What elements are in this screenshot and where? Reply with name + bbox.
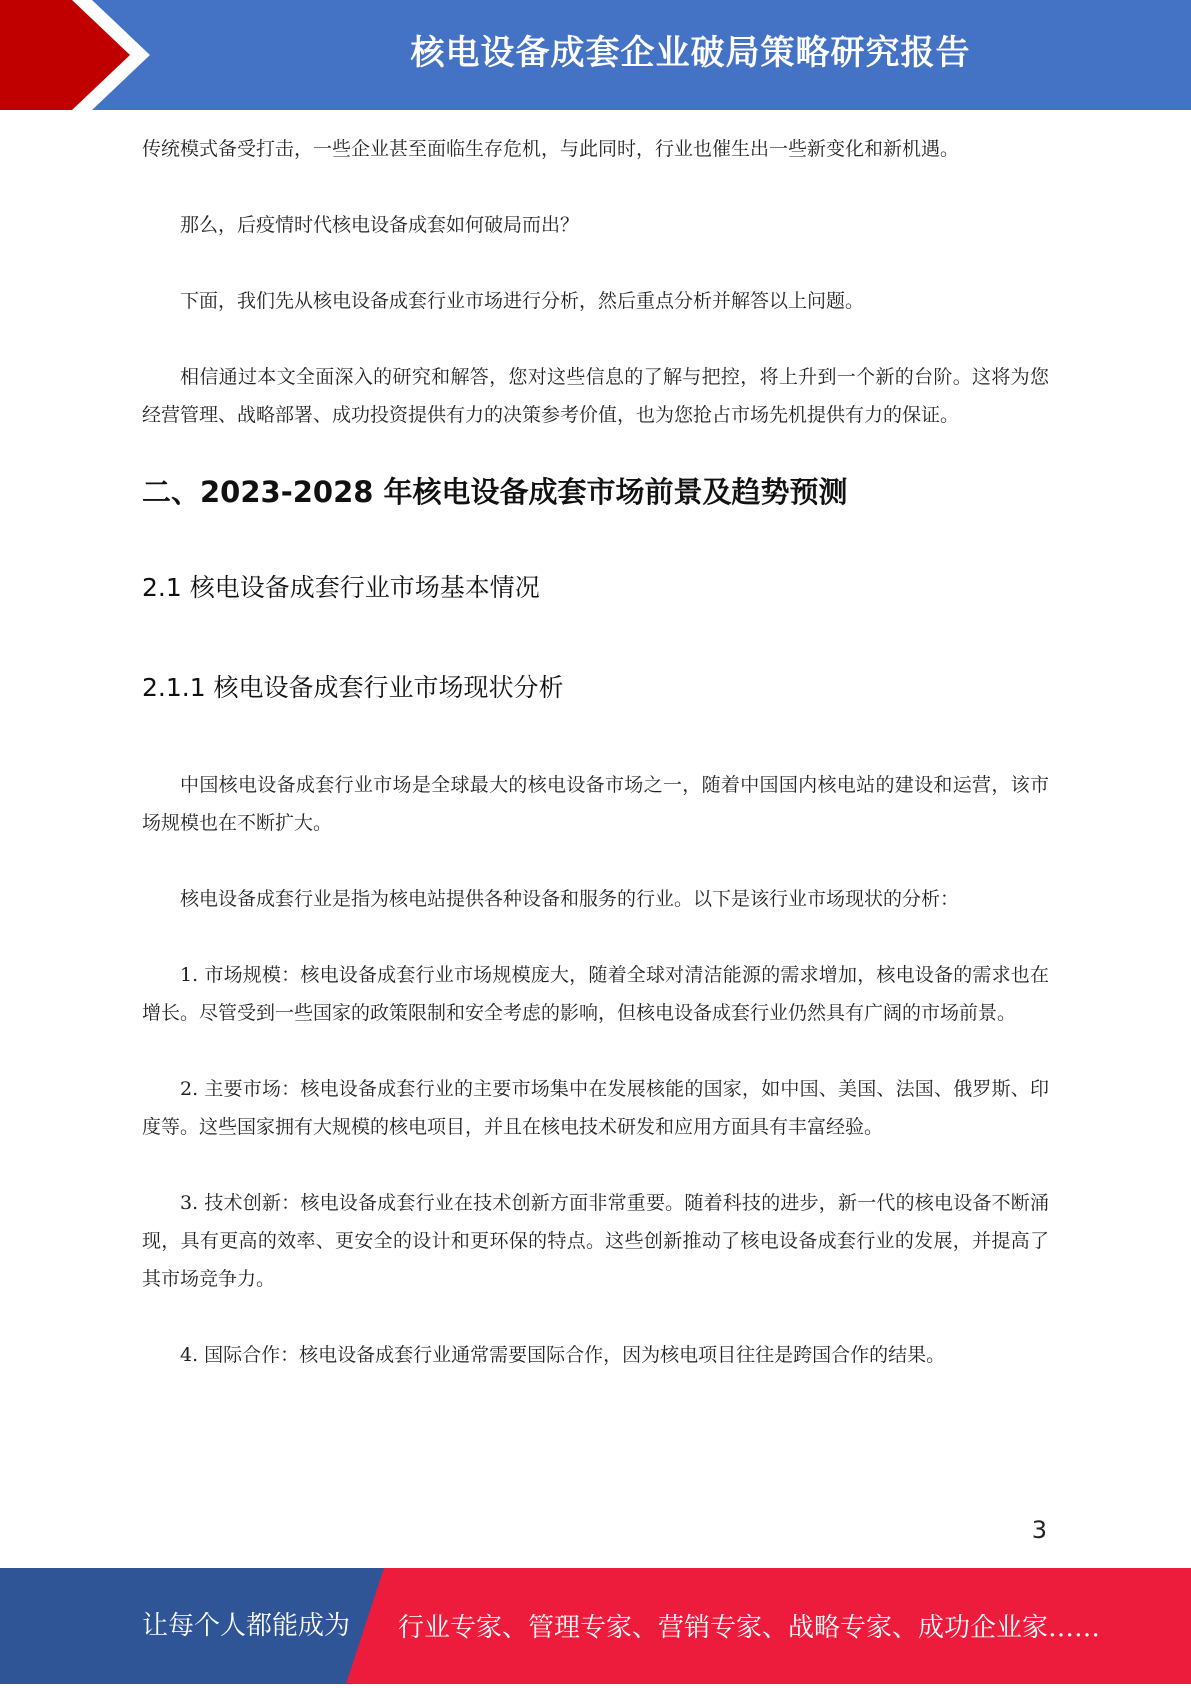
subsection-heading-2-1: 2.1 核电设备成套行业市场基本情况 [142,573,540,602]
paragraph-china-market: 中国核电设备成套行业市场是全球最大的核电设备市场之一，随着中国国内核电站的建设和运营，该市场规模也在不断扩大。 [142,774,1049,834]
subsection-heading-2-1-1: 2.1.1 核电设备成套行业市场现状分析 [142,673,564,702]
paragraph-intro-tail: 传统模式备受打击，一些企业甚至面临生存危机，与此同时，行业也催生出一些新变化和新机遇。 [142,138,960,160]
page-number: 3 [1031,1516,1047,1544]
list-item-tech-innovation: 3. 技术创新：核电设备成套行业在技术创新方面非常重要。随着科技的进步，新一代的核电设备不断涌现，具有更高的效率、更安全的设计和更环保的特点。这些创新推动了核电设备成套行业的发展，并提高了其市场竞争力。 [142,1192,1049,1290]
footer-slogan-right: 行业专家、管理专家、营销专家、战略专家、成功企业家…… [398,1613,1101,1643]
header-arrow-decoration [0,0,160,110]
paragraph-next: 下面，我们先从核电设备成套行业市场进行分析，然后重点分析并解答以上问题。 [180,290,865,312]
paragraph-believe: 相信通过本文全面深入的研究和解答，您对这些信息的了解与把控，将上升到一个新的台阶。这将为您经营管理、战略部署、成功投资提供有力的决策参考价值，也为您抢占市场先机提供有力的保证。 [142,366,1049,426]
page-footer [0,1568,1191,1684]
footer-slogan-left: 让每个人都能成为 [142,1611,351,1641]
paragraph-question: 那么，后疫情时代核电设备成套如何破局而出？ [180,214,580,236]
section-heading-2: 二、2023-2028 年核电设备成套市场前景及趋势预测 [142,475,848,509]
list-item-main-markets: 2. 主要市场：核电设备成套行业的主要市场集中在发展核能的国家，如中国、美国、法国、俄罗斯、印度等。这些国家拥有大规模的核电项目，并且在核电技术研发和应用方面具有丰富经验。 [142,1078,1049,1138]
report-title: 核电设备成套企业破局策略研究报告 [410,33,971,73]
document-body [142,130,1049,1412]
list-item-intl-cooperation: 4. 国际合作：核电设备成套行业通常需要国际合作，因为核电项目往往是跨国合作的结果。 [180,1344,946,1366]
paragraph-definition: 核电设备成套行业是指为核电站提供各种设备和服务的行业。以下是该行业市场现状的分析： [180,888,960,910]
list-item-market-size: 1. 市场规模：核电设备成套行业市场规模庞大，随着全球对清洁能源的需求增加，核电设备的需求也在增长。尽管受到一些国家的政策限制和安全考虑的影响，但核电设备成套行业仍然具有广阔的市场前景。 [142,964,1049,1024]
page-header [0,0,1191,110]
